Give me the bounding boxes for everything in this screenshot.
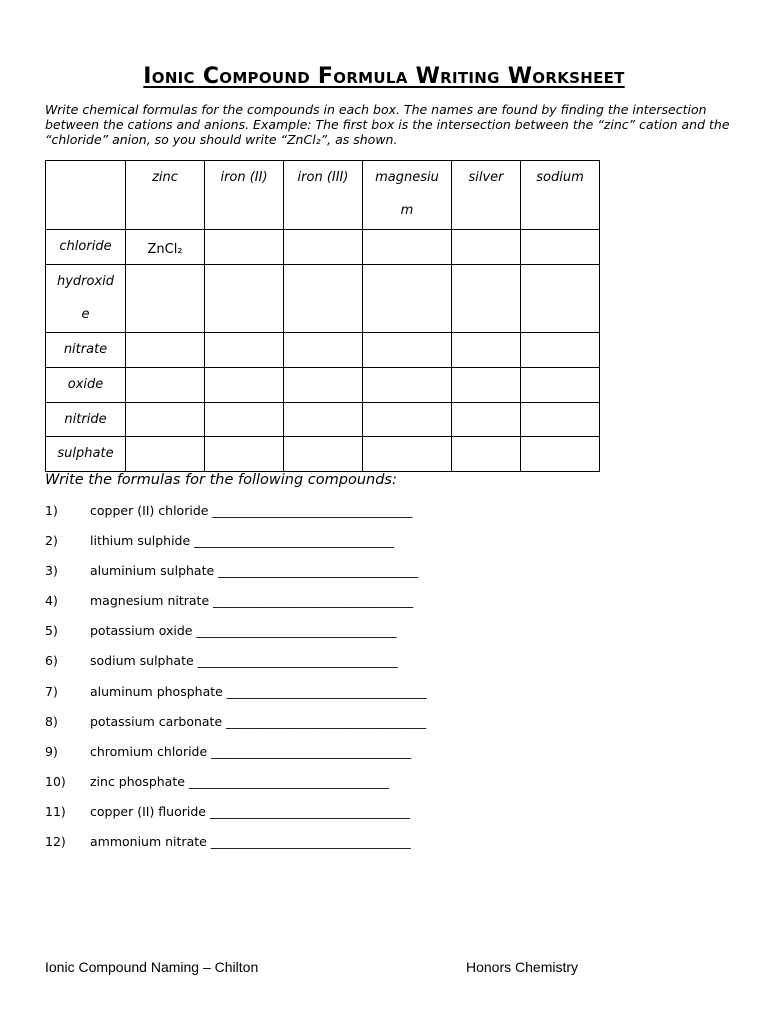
answer-cell[interactable] xyxy=(521,333,600,368)
question-text: ammonium nitrate ________________________________ xyxy=(90,834,411,850)
answer-cell[interactable] xyxy=(452,265,521,333)
answer-cell[interactable] xyxy=(126,230,205,265)
list-item xyxy=(45,503,745,533)
section-subtitle: Write the formulas for the following compounds: xyxy=(45,472,397,488)
answer-cell[interactable] xyxy=(521,403,600,437)
answer-cell[interactable] xyxy=(205,437,284,472)
anion-header: oxide xyxy=(46,368,126,403)
anion-row xyxy=(46,333,600,368)
instructions: Write chemical formulas for the compounds in each box. The names are found by finding the intersection between the cations and anions. Example: The first box is the intersection between the “zinc” cation and the “chloride” anion, so you should write “ZnCl₂”, as shown. xyxy=(45,102,730,147)
answer-cell[interactable] xyxy=(126,403,205,437)
list-item xyxy=(45,834,745,864)
answer-cell[interactable] xyxy=(126,333,205,368)
list-item xyxy=(45,533,745,563)
answer-cell[interactable] xyxy=(363,265,452,333)
anion-row xyxy=(46,437,600,472)
list-item xyxy=(45,804,745,834)
answer-cell[interactable] xyxy=(363,333,452,368)
answer-cell[interactable] xyxy=(205,265,284,333)
anion-header: sulphate xyxy=(46,437,126,472)
answer-cell[interactable] xyxy=(452,230,521,265)
answer-cell[interactable] xyxy=(284,265,363,333)
question-number: 12) xyxy=(45,834,66,850)
cation-header: sodium xyxy=(521,161,600,230)
cation-header: zinc xyxy=(126,161,205,230)
answer-cell[interactable] xyxy=(521,265,600,333)
answer-cell[interactable] xyxy=(521,437,600,472)
anion-header: nitride xyxy=(46,403,126,437)
question-number: 1) xyxy=(45,503,58,518)
list-item xyxy=(45,684,745,714)
answer-cell[interactable] xyxy=(126,437,205,472)
question-list xyxy=(45,503,745,864)
answer-cell[interactable] xyxy=(452,333,521,368)
question-number: 8) xyxy=(45,713,58,729)
question-text: aluminum phosphate ________________________________ xyxy=(90,683,427,699)
question-number: 6) xyxy=(45,653,58,669)
question-number: 2) xyxy=(45,533,58,549)
question-text: potassium carbonate ________________________________ xyxy=(90,713,427,729)
answer-cell[interactable] xyxy=(521,230,600,265)
list-item xyxy=(45,623,745,653)
answer-cell[interactable] xyxy=(521,368,600,403)
list-item xyxy=(45,774,745,804)
answer-cell[interactable] xyxy=(284,333,363,368)
question-number: 4) xyxy=(45,593,58,609)
question-text: zinc phosphate ________________________________ xyxy=(90,773,389,789)
question-number: 7) xyxy=(45,683,58,699)
question-text: copper (II) fluoride ________________________________ xyxy=(90,803,410,819)
list-item xyxy=(45,593,745,623)
answer-cell[interactable] xyxy=(205,230,284,265)
question-text: magnesium nitrate ________________________________ xyxy=(90,593,414,609)
answer-cell[interactable] xyxy=(452,368,521,403)
question-text: aluminium sulphate ________________________________ xyxy=(90,563,419,579)
question-number: 10) xyxy=(45,773,66,789)
corner-cell xyxy=(46,161,126,230)
question-number: 9) xyxy=(45,743,58,759)
answer-cell[interactable] xyxy=(205,333,284,368)
anion-row xyxy=(46,368,600,403)
footer-left: Ionic Compound Naming – Chilton xyxy=(45,959,259,975)
answer-cell[interactable] xyxy=(363,368,452,403)
list-item xyxy=(45,714,745,744)
footer-right: Honors Chemistry xyxy=(466,959,579,975)
question-text: potassium oxide ________________________________ xyxy=(90,623,397,639)
formula-grid xyxy=(45,160,600,472)
answer-cell[interactable] xyxy=(284,230,363,265)
question-number: 5) xyxy=(45,623,58,639)
answer-cell[interactable] xyxy=(452,437,521,472)
answer-cell[interactable] xyxy=(363,403,452,437)
answer-cell[interactable] xyxy=(452,403,521,437)
anion-header: hydroxid e xyxy=(46,265,126,333)
anion-header: chloride xyxy=(46,230,126,265)
anion-row xyxy=(46,265,600,333)
answer-cell[interactable] xyxy=(363,230,452,265)
anion-header: nitrate xyxy=(46,333,126,368)
answer-cell[interactable] xyxy=(126,368,205,403)
cation-header: iron (II) xyxy=(205,161,284,230)
answer-cell[interactable] xyxy=(284,368,363,403)
cation-header: iron (III) xyxy=(284,161,363,230)
answer-cell[interactable] xyxy=(126,265,205,333)
question-text: copper (II) chloride ________________________________ xyxy=(90,503,413,518)
list-item xyxy=(45,563,745,593)
example-answer: ZnCl₂ xyxy=(147,242,183,257)
list-item xyxy=(45,744,745,774)
question-text: sodium sulphate ________________________________ xyxy=(90,653,398,669)
cation-header: magnesiu m xyxy=(363,161,452,230)
answer-cell[interactable] xyxy=(205,368,284,403)
question-text: chromium chloride ________________________________ xyxy=(90,743,412,759)
question-number: 11) xyxy=(45,803,66,819)
answer-cell[interactable] xyxy=(363,437,452,472)
cation-header-row xyxy=(46,161,600,230)
answer-cell[interactable] xyxy=(205,403,284,437)
question-number: 3) xyxy=(45,563,58,579)
answer-cell[interactable] xyxy=(284,403,363,437)
anion-row xyxy=(46,403,600,437)
anion-row xyxy=(46,230,600,265)
list-item xyxy=(45,653,745,683)
worksheet-title: Ionic Compound Formula Writing Worksheet xyxy=(143,64,625,89)
answer-cell[interactable] xyxy=(284,437,363,472)
question-text: lithium sulphide ________________________________ xyxy=(90,533,395,549)
cation-header: silver xyxy=(452,161,521,230)
